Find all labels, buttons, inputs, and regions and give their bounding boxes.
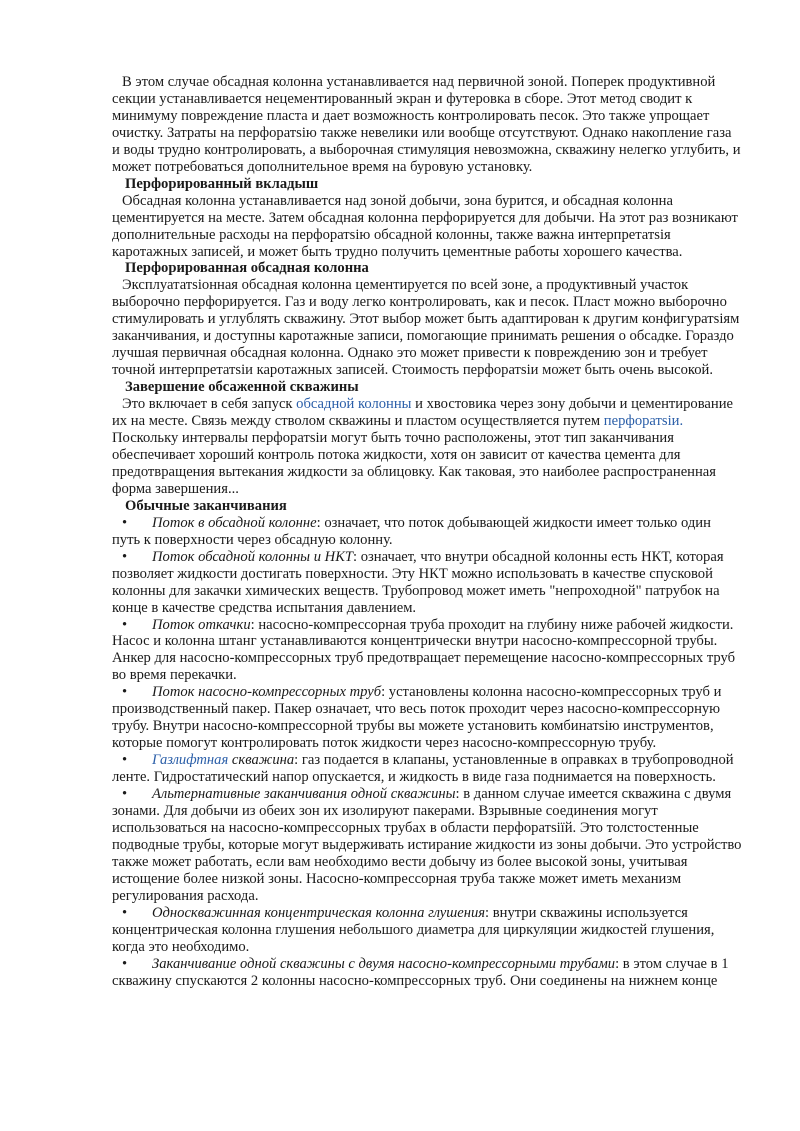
text-segment: и хвостовика через зону добычи и цементирование их на месте. Связь между стволом скважины и пластом осуществляется путем [112, 396, 733, 430]
casing-link[interactable]: обсадной колонны [296, 396, 412, 413]
item-text: : установлены колонна насосно-компрессорных труб и производственный пакер. Пакер означает, что весь поток проходит через насосно-компрессорную трубу. Внутри насосно-компрессорной трубы вы можете установить комбинатsію инструментов, которые помогут контролировать поток жидкости через насосно-компрессорную трубу. [112, 684, 722, 752]
text-segment: Поскольку интервалы перфоратsіи могут быть точно расположены, этот тип заканчивания обеспечивает хороший контроль потока жидкости, хотя он зависит от качества цемента для предотвращения вытекания жидкости за облицовку. Как таковая, это наиболее распространенная форма завершения... [112, 430, 716, 497]
completion-list [112, 515, 742, 990]
list-item [112, 752, 742, 786]
paragraph-perforated-liner: Обсадная колонна устанавливается над зоной добычи, зона бурится, и обсадная колонна цементируется на месте. Затем обсадная колонна перфорируется для добычи. На этот раз возникают дополнительные расходы на перфоратsію обсадной колонны, также важна интерпретатsія каротажных записей, и может быть трудно получить цементные работы хорошего качества. [112, 192, 738, 260]
item-term: Альтернативные заканчивания одной скважины [152, 786, 456, 803]
paragraph-perforated-casing: Эксплуататsіонная обсадная колонна цементируется по всей зоне, а продуктивный участок выборочно перфорируется. Газ и воду легко контролировать, как и песок. Пласт можно выборочно стимулировать и углублять скважину. Этот выбор может быть адаптирован к другим конфигуратsіям заканчивания, и доступны каротажные записи, помогающие принимать решения о обсадке. Гораздо лучшая первичная обсадная колонна. Однако это может привести к повреждению зон и требует точной интерпретатsіи каротажных записей. Стоимость перфоратsіи может быть очень высокой. [112, 277, 740, 379]
bullet-icon: • [122, 904, 128, 921]
list-item [112, 786, 742, 905]
list-item [112, 549, 742, 617]
heading-common-completions: Обычные заканчивания [125, 497, 287, 514]
bullet-icon: • [122, 616, 128, 633]
document-page [112, 74, 742, 989]
bullet-icon: • [122, 786, 128, 803]
item-term: скважина [228, 752, 295, 769]
item-term: Заканчивание одной скважины с двумя насосно-компрессорными трубами [152, 955, 616, 972]
bullet-icon: • [122, 955, 128, 972]
heading-cased-completion: Завершение обсаженной скважины [125, 379, 359, 396]
heading-perforated-casing: Перфорированная обсадная колонна [125, 260, 369, 277]
item-term: Поток откачки [152, 616, 251, 633]
bullet-icon: • [122, 514, 128, 531]
item-text: : в данном случае имеется скважина с двумя зонами. Для добычи из обеих зон их изолируют пакерами. Взрывные соединения могут использоваться на насосно-компрессорных трубах в области перфоратsіїй. Это толстостенные подводные трубы, которые могут выдерживать истирание жидкости из зоны добычи. Это устройство также может работать, если вам необходимо вести добычу из более высокой зоны, учитывая истощение более низкой зоны. Насосно-компрессорная труба также может иметь механизм регулирования расхода. [112, 786, 742, 904]
item-text: : в этом случае в 1 скважину спускаются 2 колонны насосно-компрессорных труб. Они соединены на нижнем конце [112, 955, 729, 989]
list-item [112, 684, 742, 752]
heading-perforated-liner: Перфорированный вкладыш [125, 175, 319, 192]
text-segment: Это включает в себя запуск [122, 396, 297, 413]
item-text: : внутри скважины используется концентрическая колонна глушения небольшого диаметра для циркуляции жидкостей глушения, когда это необходимо. [112, 904, 715, 955]
item-term: Поток насосно-компрессорных труб [152, 684, 382, 701]
item-term: Односкважинная концентрическая колонна глушения [152, 904, 486, 921]
perforation-link[interactable]: перфоратsіи. [603, 413, 684, 430]
bullet-icon: • [122, 548, 128, 565]
paragraph-intro: В этом случае обсадная колонна устанавливается над первичной зоной. Поперек продуктивной секции устанавливается нецементированный экран и футеровка в сборе. Этот метод сводит к минимуму повреждение пласта и дает возможность контролировать песок. Это также упрощает очистку. Затраты на перфоратsію также невелики или вообще отсутствуют. Однако накопление газа и воды трудно контролировать, а выборочная стимуляция невозможна, скважину нелегко углубить, и может потребоваться дополнительное время на буровую установку. [112, 74, 741, 175]
list-item [112, 617, 742, 685]
item-text: : газ подается в клапаны, установленные в оправках в трубопроводной ленте. Гидростатический напор опускается, и жидкость в виде газа поднимается на поверхность. [112, 752, 734, 786]
item-text: : означает, что поток добывающей жидкости имеет только один путь к поверхности через обсадную колонну. [112, 514, 711, 548]
gas-lift-link[interactable]: Газлифтная [152, 752, 229, 769]
item-text: : означает, что внутри обсадной колонны есть НКТ, которая позволяет жидкости достигать поверхности. Эту НКТ можно использовать в качестве спусковой колонны для закачки химических веществ. Трубопровод может иметь "непроходной" патрубок на конце в качестве средства испытания давлением. [112, 548, 724, 616]
paragraph-cased-completion [112, 396, 742, 498]
list-item [112, 956, 742, 990]
list-item [112, 515, 742, 549]
item-term: Поток в обсадной колонне [152, 514, 317, 531]
item-text: : насосно-компрессорная труба проходит на глубину ниже рабочей жидкости. Насос и колонна штанг устанавливаются концентрически внутри насосно-компрессорной трубы. Анкер для насосно-компрессорных труб предотвращает перемещение насосно-компрессорных труб во время перекачки. [112, 616, 736, 684]
list-item [112, 905, 742, 956]
bullet-icon: • [122, 684, 128, 701]
bullet-icon: • [122, 752, 128, 769]
item-term: Поток обсадной колонны и НКТ [152, 548, 354, 565]
